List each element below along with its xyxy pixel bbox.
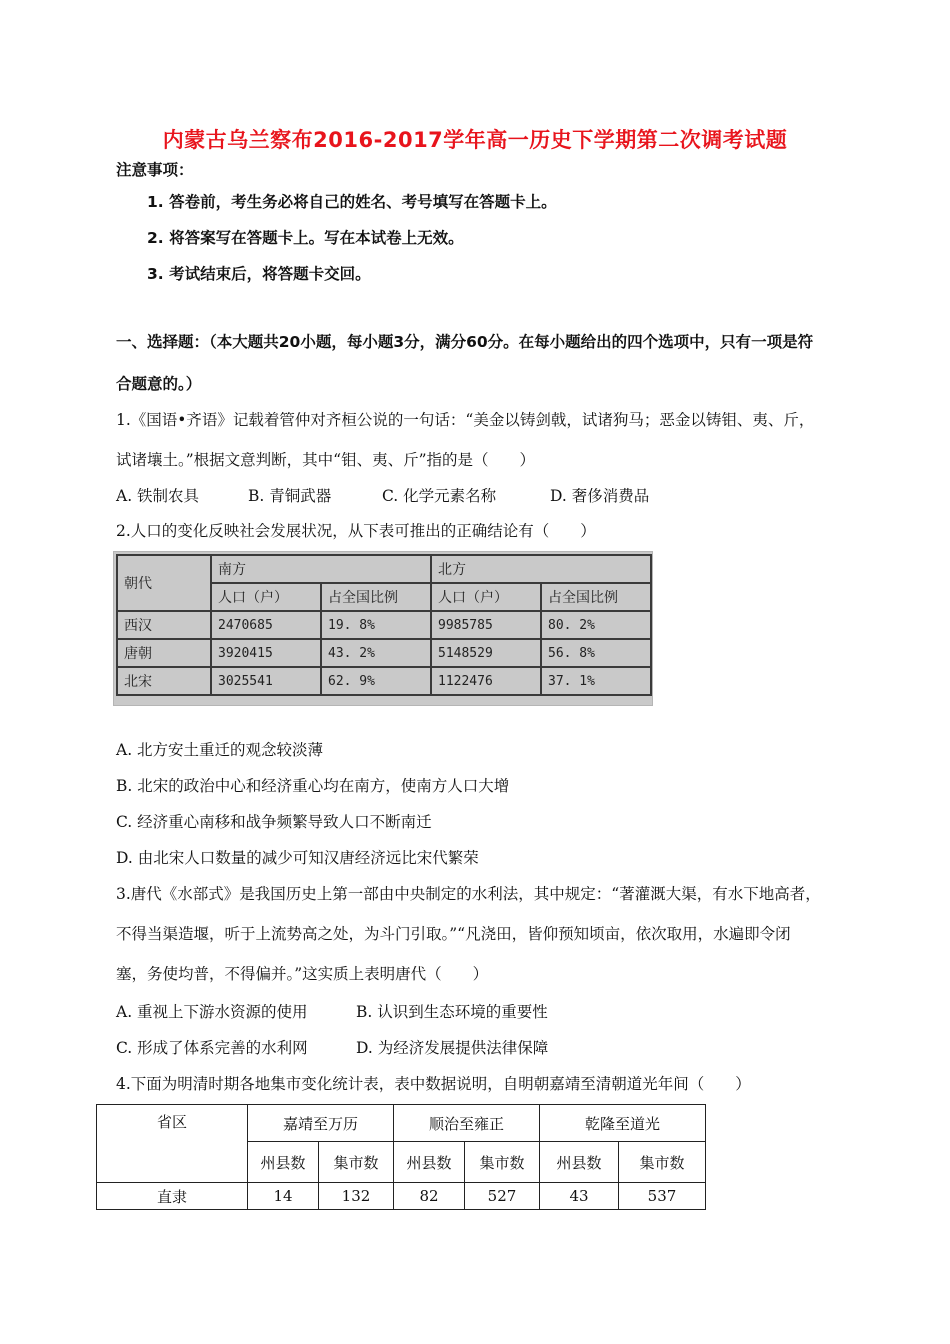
table-subheader: 占全国比例 <box>321 583 431 611</box>
question-1-stem-cont: 试诸壤土。”根据文意判断，其中“钼、夷、斤”指的是（ ） <box>116 451 536 469</box>
table-header-dynasty: 朝代 <box>117 555 211 611</box>
table-header-province: 省区 <box>97 1105 248 1183</box>
question-3-stem-cont: 不得当渠造堰，听于上流势高之处，为斗门引取。”“凡浇田，皆仰预知顷亩，依次取用，水遍即令闭 <box>116 925 791 943</box>
table-cell: 43 <box>540 1183 619 1210</box>
table-row <box>117 639 651 667</box>
table-row <box>97 1183 706 1210</box>
table-cell: 5148529 <box>431 639 541 667</box>
table-cell: 37. 1% <box>541 667 651 695</box>
option-c: C. 化学元素名称 <box>382 487 497 505</box>
option-b: B. 北宋的政治中心和经济重心均在南方，使南方人口大增 <box>116 777 510 795</box>
option-b: B. 认识到生态环境的重要性 <box>356 1003 548 1021</box>
table-cell: 19. 8% <box>321 611 431 639</box>
option-a: A. 北方安土重迁的观念较淡薄 <box>116 741 324 759</box>
table-header-period: 乾隆至道光 <box>540 1105 706 1142</box>
table-subheader: 州县数 <box>394 1142 465 1183</box>
table-cell: 1122476 <box>431 667 541 695</box>
table-cell: 132 <box>319 1183 394 1210</box>
option-d: D. 由北宋人口数量的减少可知汉唐经济远比宋代繁荣 <box>116 849 479 867</box>
table-cell: 43. 2% <box>321 639 431 667</box>
table-cell: 直隶 <box>97 1183 248 1210</box>
table-cell: 527 <box>465 1183 540 1210</box>
table-subheader: 集市数 <box>319 1142 394 1183</box>
table-cell: 56. 8% <box>541 639 651 667</box>
table-cell: 9985785 <box>431 611 541 639</box>
question-4-stem: 4.下面为明清时期各地集市变化统计表，表中数据说明，自明朝嘉靖至清朝道光年间（ ） <box>116 1075 751 1093</box>
table-cell: 62. 9% <box>321 667 431 695</box>
question-1-stem: 1.《国语•齐语》记载着管仲对齐桓公说的一句话：“美金以铸剑戟，试诸狗马；恶金以铸钼、夷、斤， <box>116 411 815 429</box>
population-table-frame <box>114 552 652 705</box>
question-2-stem: 2.人口的变化反映社会发展状况，从下表可推出的正确结论有（ ） <box>116 522 596 540</box>
table-row <box>117 667 651 695</box>
table-subheader: 占全国比例 <box>541 583 651 611</box>
question-3-options <box>116 1000 548 1022</box>
question-3-stem: 3.唐代《水部式》是我国历史上第一部由中央制定的水利法，其中规定：“著灌溉大渠，有水下地高者， <box>116 885 821 903</box>
table-cell: 80. 2% <box>541 611 651 639</box>
table-header-period: 顺治至雍正 <box>394 1105 540 1142</box>
table-cell: 82 <box>394 1183 465 1210</box>
table-cell: 14 <box>248 1183 319 1210</box>
section-heading-cont: 合题意的。） <box>116 375 202 393</box>
notice-item: 3. 考试结束后，将答题卡交回。 <box>147 265 371 283</box>
notice-heading: 注意事项： <box>116 161 194 179</box>
option-d: D. 奢侈消费品 <box>550 487 650 505</box>
table-cell: 3920415 <box>211 639 321 667</box>
table-header-south: 南方 <box>211 555 431 583</box>
table-header-north: 北方 <box>431 555 651 583</box>
notice-item: 1. 答卷前，考生务必将自己的姓名、考号填写在答题卡上。 <box>147 193 557 211</box>
option-b: B. 青铜武器 <box>248 487 332 505</box>
table-cell: 3025541 <box>211 667 321 695</box>
table-subheader: 人口（户） <box>431 583 541 611</box>
table-subheader: 州县数 <box>248 1142 319 1183</box>
question-3-options <box>116 1036 548 1058</box>
question-3-stem-cont: 塞，务使均普，不得偏并。”这实质上表明唐代（ ） <box>116 965 489 983</box>
option-d: D. 为经济发展提供法律保障 <box>356 1039 549 1057</box>
table-subheader: 集市数 <box>465 1142 540 1183</box>
table-header-period: 嘉靖至万历 <box>248 1105 394 1142</box>
table-cell: 唐朝 <box>117 639 211 667</box>
table-cell: 2470685 <box>211 611 321 639</box>
market-table <box>96 1104 706 1210</box>
option-c: C. 形成了体系完善的水利网 <box>116 1039 308 1057</box>
table-cell: 537 <box>619 1183 706 1210</box>
table-row <box>117 611 651 639</box>
table-cell: 西汉 <box>117 611 211 639</box>
question-1-options <box>116 484 649 506</box>
population-table <box>116 554 652 696</box>
notice-item: 2. 将答案写在答题卡上。写在本试卷上无效。 <box>147 229 464 247</box>
table-subheader: 人口（户） <box>211 583 321 611</box>
option-c: C. 经济重心南移和战争频繁导致人口不断南迁 <box>116 813 432 831</box>
table-cell: 北宋 <box>117 667 211 695</box>
page-title: 内蒙古乌兰察布2016-2017学年高一历史下学期第二次调考试题 <box>162 128 788 152</box>
option-a: A. 重视上下游水资源的使用 <box>116 1003 308 1021</box>
table-subheader: 集市数 <box>619 1142 706 1183</box>
section-heading: 一、选择题：（本大题共20小题，每小题3分，满分60分。在每小题给出的四个选项中，只有一项是符 <box>116 333 814 351</box>
table-subheader: 州县数 <box>540 1142 619 1183</box>
option-a: A. 铁制农具 <box>116 487 200 505</box>
